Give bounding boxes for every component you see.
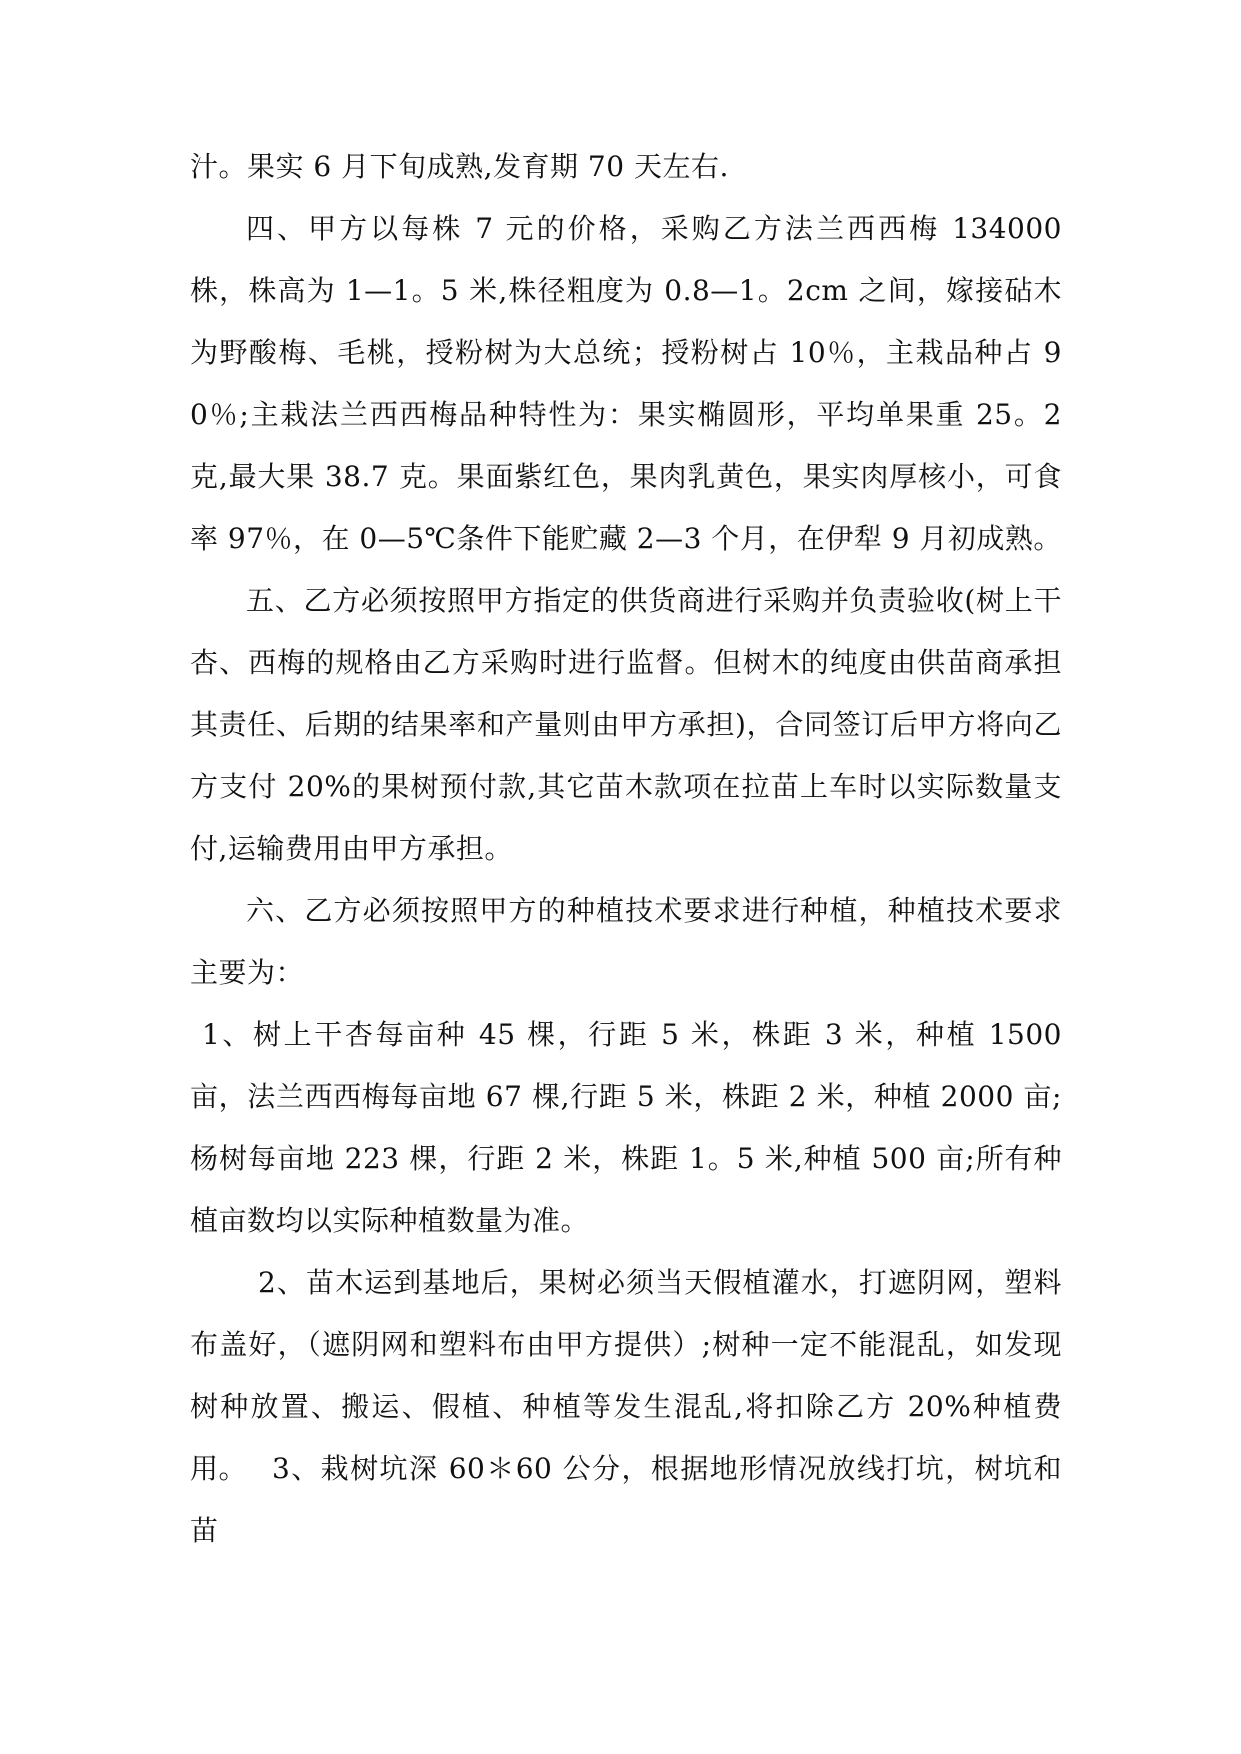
paragraph-section-5: 五、乙方必须按照甲方指定的供货商进行采购并负责验收(树上干杏、西梅的规格由乙方采购时进行监督。但树木的纯度由供苗商承担其责任、后期的结果率和产量则由甲方承担)，合同签订后甲方将向乙方支付 20%的果树预付款,其它苗木款项在拉苗上车时以实际数量支付,运输费用由甲方承担。 [190, 584, 1062, 865]
paragraph-section-4: 四、甲方以每株 7 元的价格，采购乙方法兰西西梅 134000 株，株高为 1—1。5 米,株径粗度为 0.8—1。2cm 之间，嫁接砧木为野酸梅、毛桃，授粉树为大总统；授粉树占 10％，主栽品种占 90％;主栽法兰西西梅品种特性为：果实椭圆形，平均单果重 25。2 克,最大果 38.7 克。果面紫红色，果肉乳黄色，果实肉厚核小，可食率 97％，在 0—5℃条件下能贮藏 2—3 个月，在伊犁 9 月初成熟。 [190, 212, 1062, 555]
paragraph-item-2: 2、苗木运到基地后，果树必须当天假植灌水，打遮阴网，塑料布盖好，（遮阴网和塑料布由甲方提供）;树种一定不能混乱，如发现树种放置、搬运、假植、种植等发生混乱,将扣除乙方 20%种植费用。 [190, 1266, 1062, 1485]
paragraph-fruit-ripening: 汁。果实 6 月下旬成熟,发育期 70 天左右. [190, 150, 729, 183]
paragraph-item-3: 3、栽树坑深 60＊60 公分，根据地形情况放线打坑，树坑和苗 [190, 1452, 1062, 1547]
paragraph-item-1: 1、树上干杏每亩种 45 棵，行距 5 米，株距 3 米，种植 1500 亩，法兰西西梅每亩地 67 棵,行距 5 米，株距 2 米，种植 2000 亩;杨树每亩地 223 棵，行距 2 米，株距 1。5 米,种植 500 亩;所有种植亩数均以实际种植数量为准。 [190, 1018, 1062, 1237]
paragraph-section-6: 六、乙方必须按照甲方的种植技术要求进行种植，种植技术要求主要为： [190, 894, 1062, 989]
